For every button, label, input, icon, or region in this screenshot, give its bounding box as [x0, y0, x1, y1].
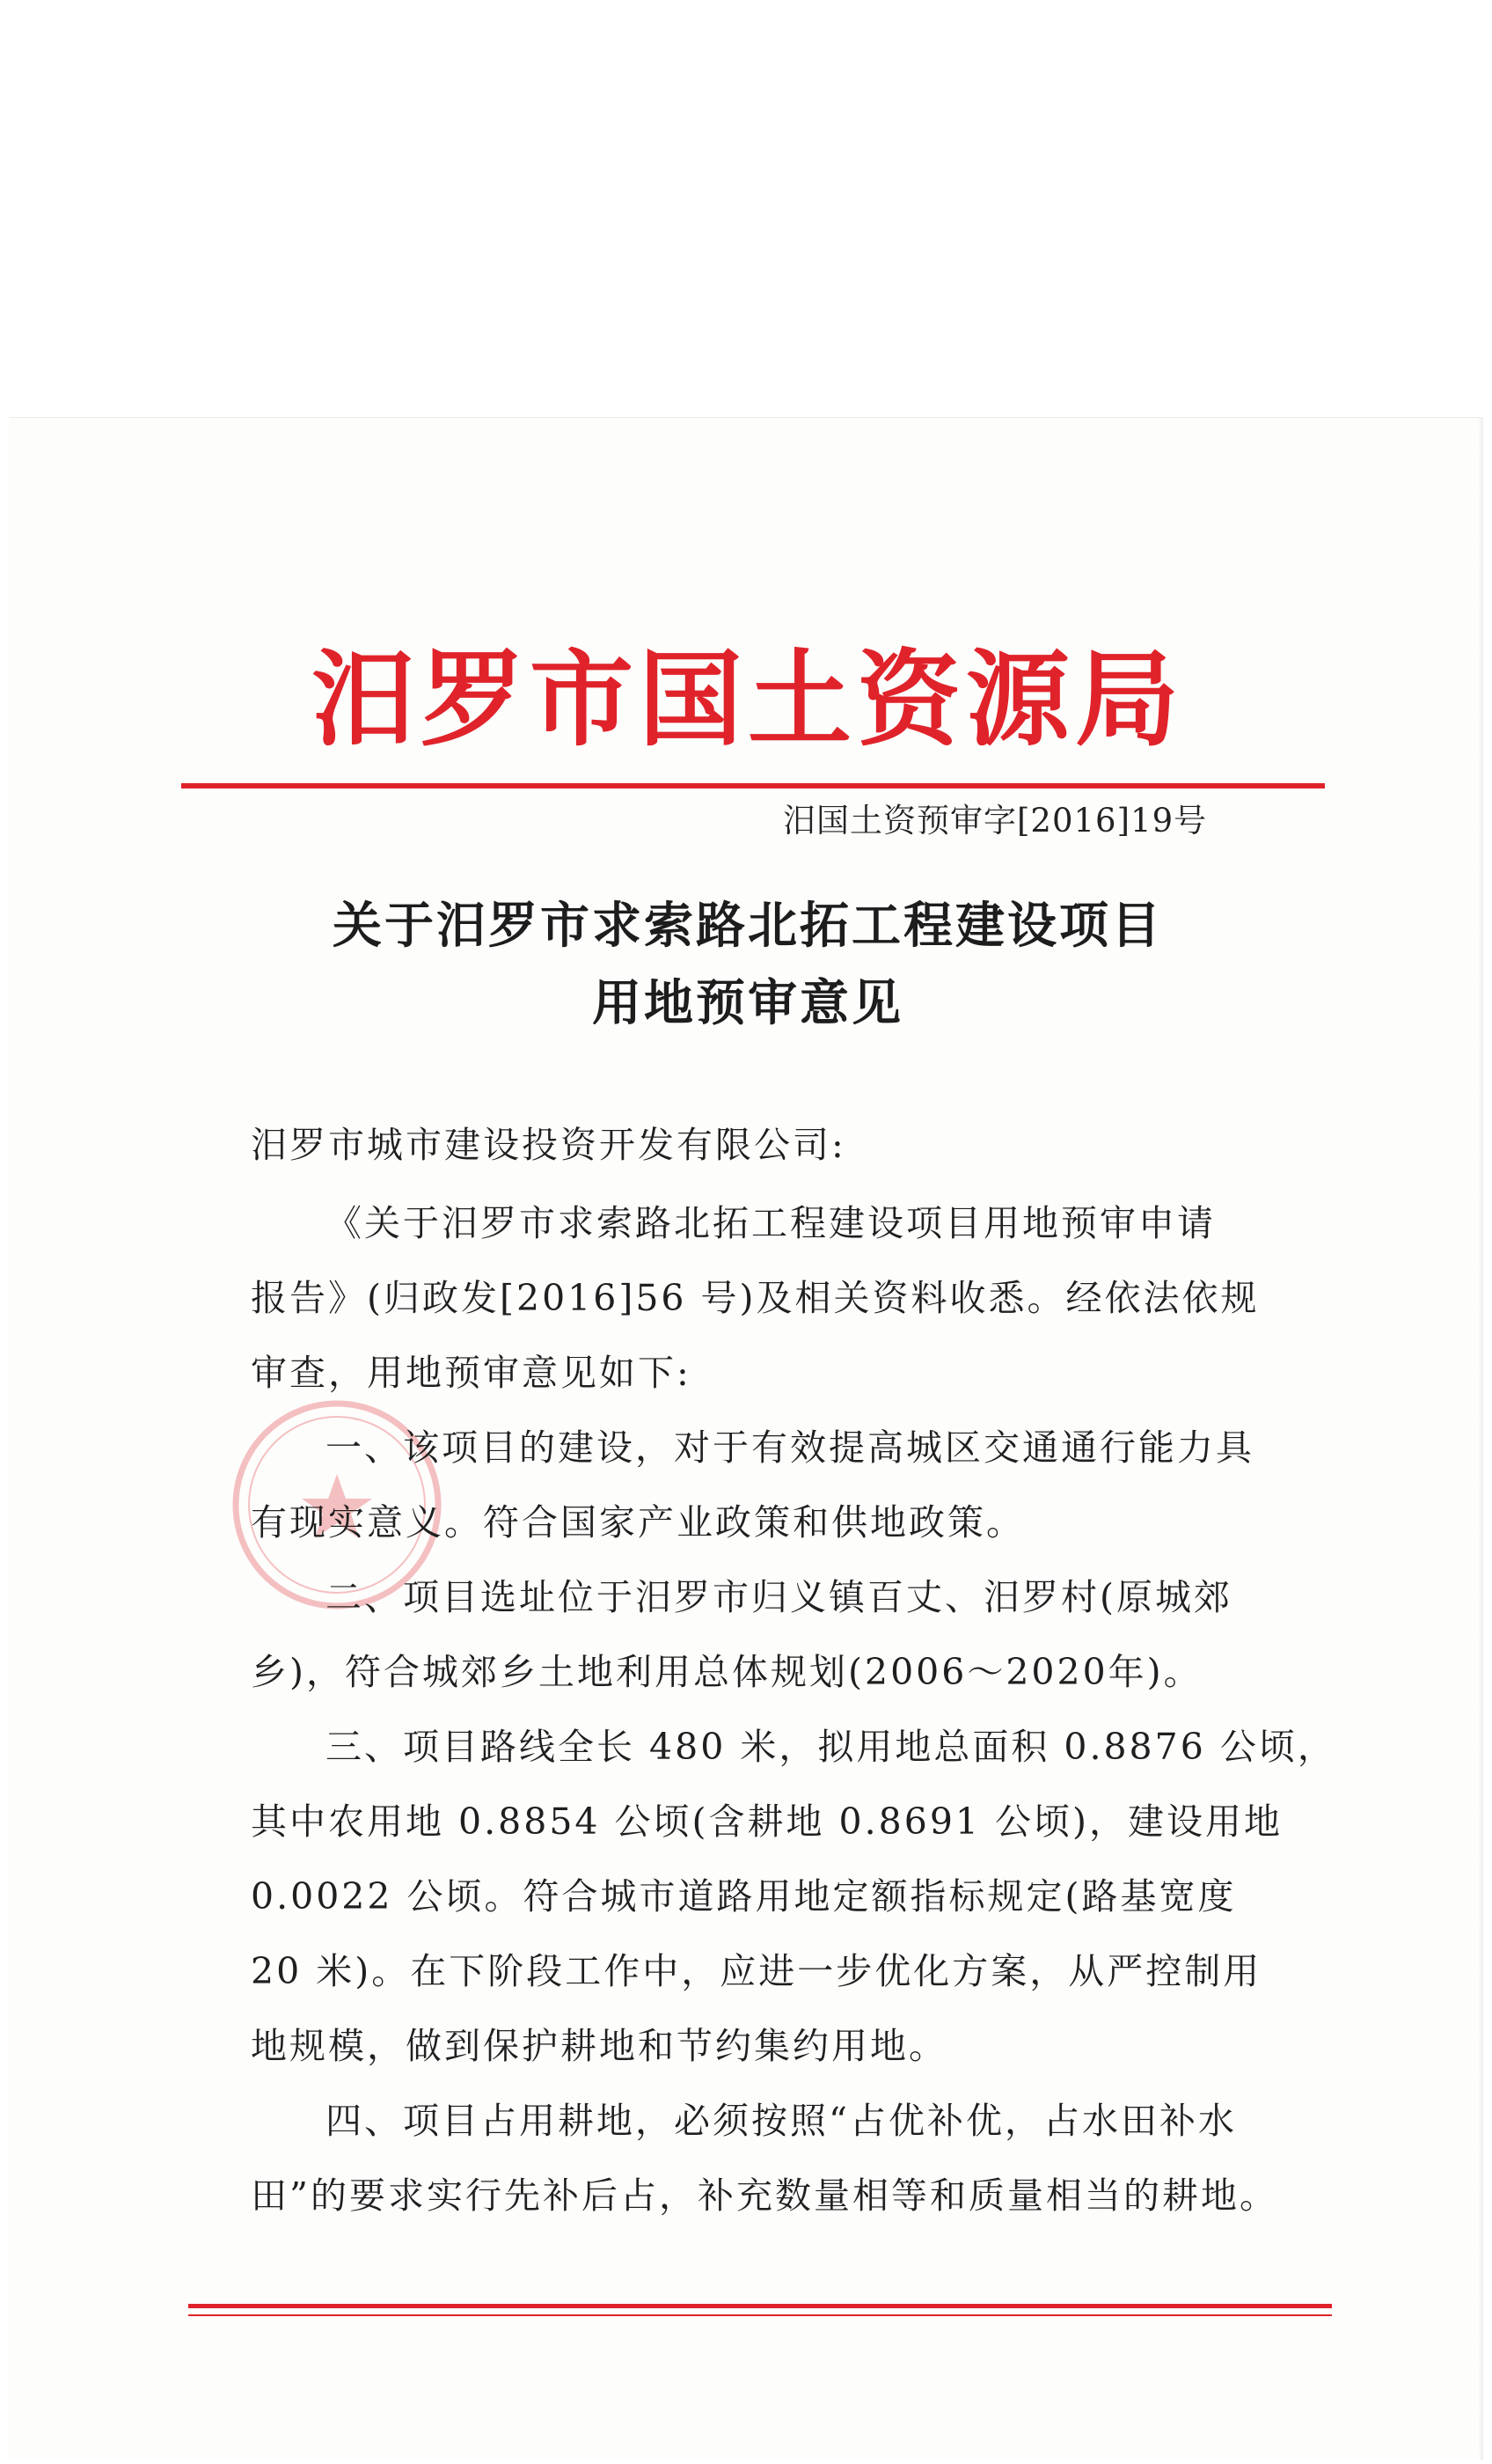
body-line: 一、该项目的建设，对于有效提高城区交通通行能力具: [325, 1426, 1254, 1469]
body-line: 地规模，做到保护耕地和节约集约用地。: [251, 2025, 947, 2067]
body-line: 二、项目选址位于汨罗市归义镇百丈、汨罗村(原城郊: [325, 1576, 1232, 1618]
footer-red-rule-bottom: [188, 2314, 1332, 2316]
body-line: 有现实意义。符合国家产业政策和供地政策。: [251, 1501, 1025, 1544]
bleed-through-line: [229, 588, 1038, 638]
footer-red-rule-top: [188, 2304, 1332, 2308]
body-line: 其中农用地 0.8854 公顷(含耕地 0.8691 公顷)，建设用地: [251, 1800, 1284, 1843]
body-line: 四、项目占用耕地，必须按照“占优补优，占水田补水: [325, 2100, 1237, 2142]
body-line: 审查，用地预审意见如下:: [251, 1352, 691, 1394]
document-title-line2: 用地预审意见: [592, 974, 903, 1032]
masthead-red-rule: [181, 783, 1325, 788]
addressee: 汨罗市城市建设投资开发有限公司:: [251, 1124, 846, 1166]
issuing-organization: 汨罗市国土资源局: [311, 638, 1184, 760]
body-line: 0.0022 公顷。符合城市道路用地定额指标规定(路基宽度: [251, 1875, 1237, 1918]
body-line: 田”的要求实行先补后占，补充数量相等和质量相当的耕地。: [251, 2174, 1278, 2217]
body-line: 报告》(归政发[2016]56 号)及相关资料收悉。经依法依规: [251, 1277, 1260, 1319]
body-line: 《关于汨罗市求索路北拓工程建设项目用地预审申请: [325, 1202, 1216, 1244]
document-title-line1: 关于汨罗市求索路北拓工程建设项目: [333, 897, 1163, 955]
body-line: 20 米)。在下阶段工作中，应进一步优化方案，从严控制用: [251, 1950, 1262, 1992]
document-number: 汨国土资预审字[2016]19号: [783, 802, 1208, 840]
body-line: 乡)，符合城郊乡土地利用总体规划(2006～2020年)。: [251, 1651, 1203, 1693]
body-line: 三、项目路线全长 480 米，拟用地总面积 0.8876 公顷，: [325, 1726, 1336, 1768]
